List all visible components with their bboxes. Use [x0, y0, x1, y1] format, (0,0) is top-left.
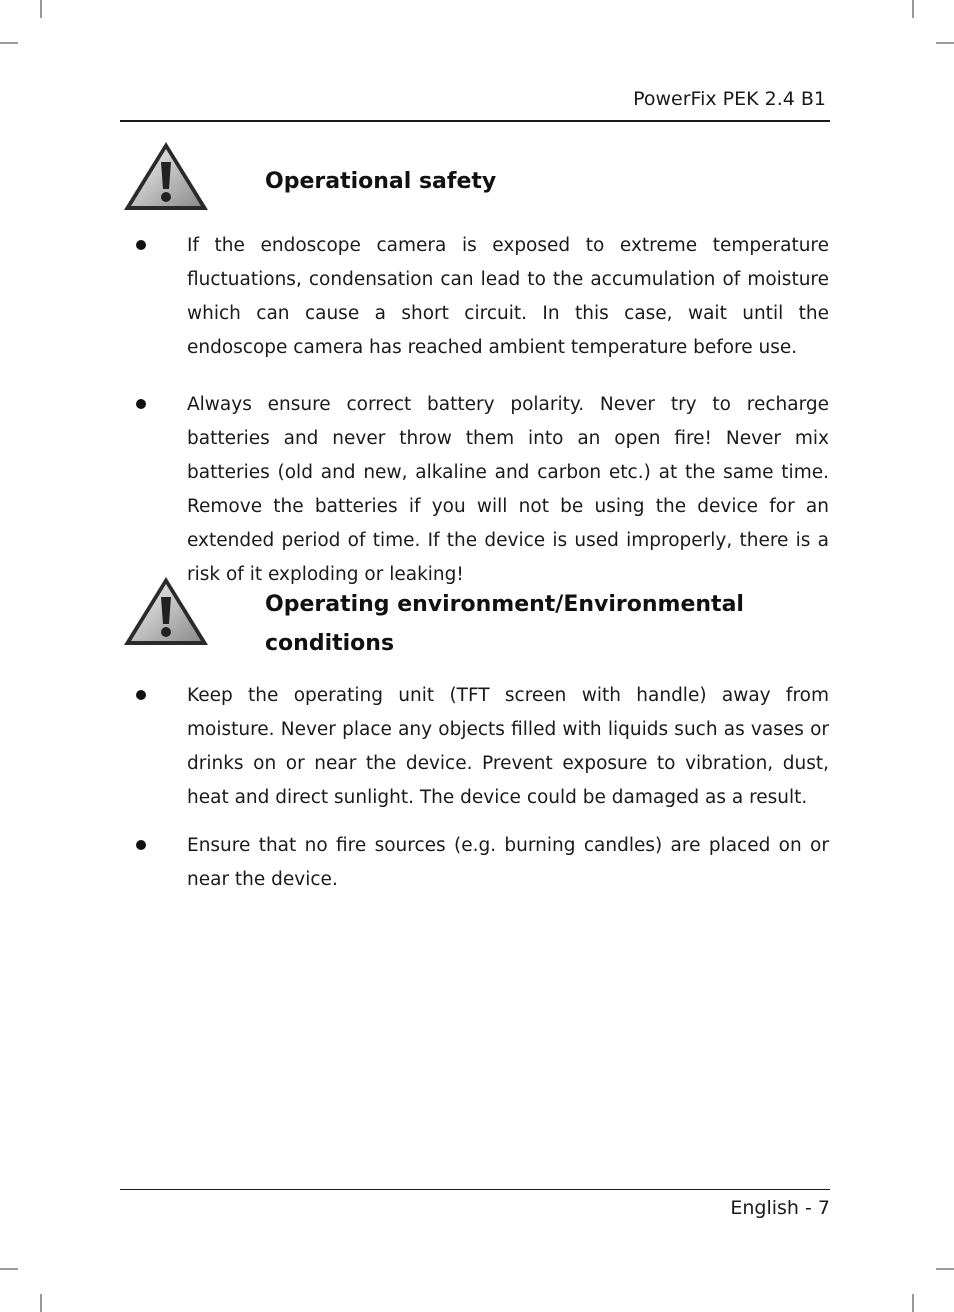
crop-mark [40, 0, 42, 18]
section-heading-operating-environment [265, 585, 744, 663]
bullet-dot [136, 690, 146, 700]
bullet-dot [136, 240, 146, 250]
header-rule [120, 120, 830, 122]
crop-mark [936, 1268, 954, 1270]
bullet-dot [136, 840, 146, 850]
crop-mark [936, 42, 954, 44]
bullet-dot [136, 399, 146, 409]
header-title: PowerFix PEK 2.4 B1 [633, 88, 826, 110]
section-heading-line: conditions [265, 631, 395, 656]
crop-mark [0, 1268, 18, 1270]
bullet-text: Keep the operating unit (TFT screen with handle) away from moisture. Never place any objects filled with liquids such as vases or drinks on or near the device. Prevent exposure to vibration, dust, heat and direct sunlight. The device could be damaged as a result. [187, 685, 829, 808]
bullet-text: Ensure that no fire sources (e.g. burning candles) are placed on or near the device. [187, 835, 829, 890]
section-heading-operational-safety [265, 162, 496, 201]
crop-mark [912, 1294, 914, 1312]
section-heading-line: Operational safety [265, 169, 497, 194]
bullet-text: If the endoscope camera is exposed to extreme temperature fluctuations, condensation can lead to the accumulation of moisture which can cause a short circuit. In this case, wait until the endoscope camera has reached ambient temperature before use. [187, 235, 829, 358]
bullet-text: Always ensure correct battery polarity. Never try to recharge batteries and never throw them into an open fire! Never mix batteries (old and new, alkaline and carbon etc.) at the same time. Remove the batteries if you will not be using the device for an extended period of time. If the device is used improperly, there is a risk of it exploding or leaking! [187, 394, 829, 585]
page-number: English - 7 [730, 1197, 830, 1219]
footer-rule [120, 1189, 830, 1190]
warning-triangle-icon [122, 575, 210, 647]
warning-triangle-icon [122, 140, 210, 212]
crop-mark [0, 42, 18, 44]
crop-mark [912, 0, 914, 18]
section-heading-line: Operating environment/Environmental [265, 592, 744, 617]
crop-mark [40, 1294, 42, 1312]
